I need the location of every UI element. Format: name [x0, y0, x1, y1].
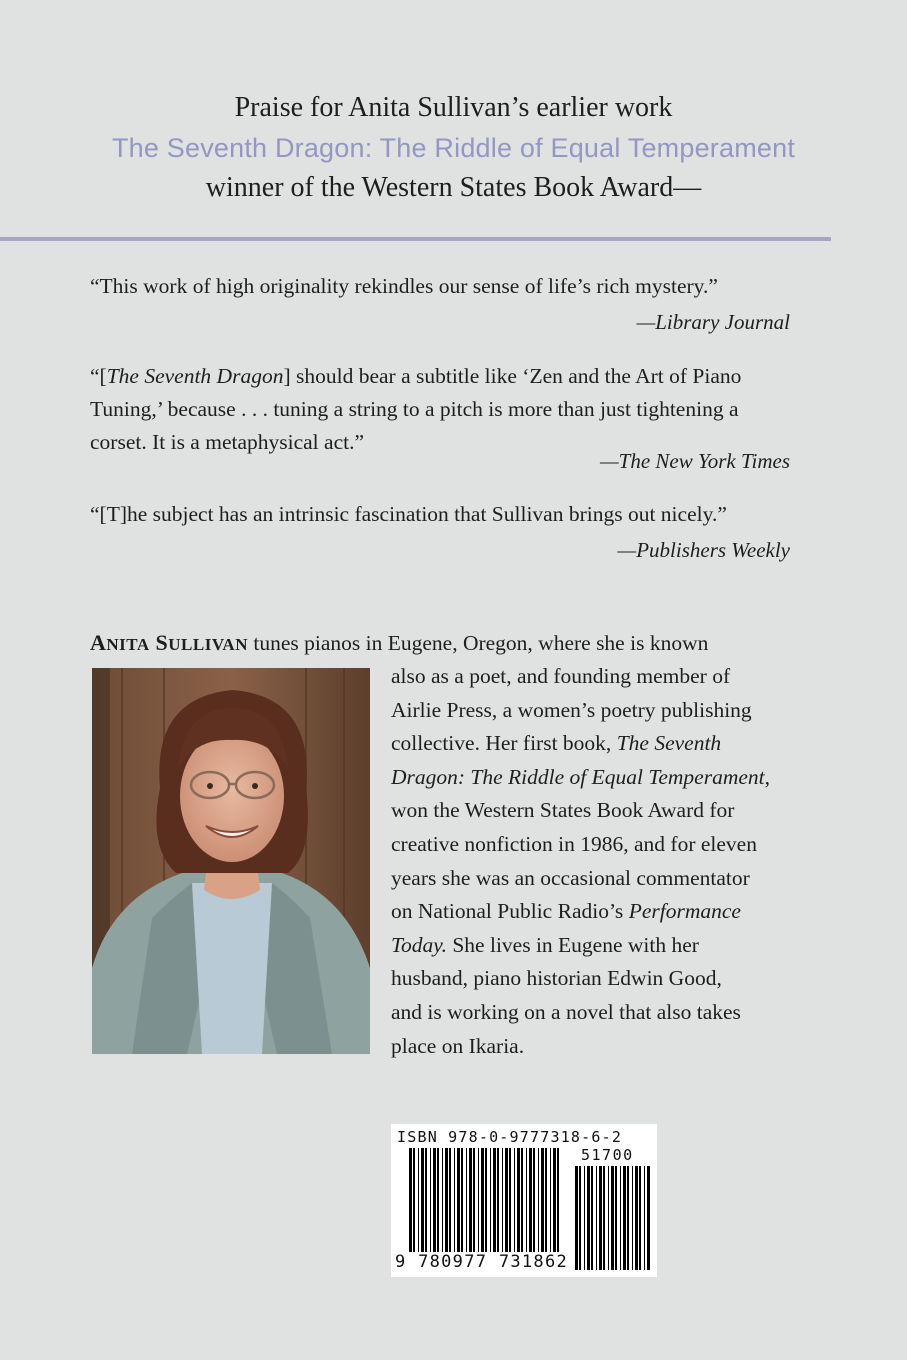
quote-text: “This work of high originality rekindles our sense of life’s rich mystery.”: [90, 274, 718, 298]
praise-header: [0, 88, 907, 208]
quote-new-york-times: [90, 360, 810, 459]
barcode-bar: [584, 1166, 585, 1270]
praise-intro: Praise for Anita Sullivan’s earlier work: [234, 92, 673, 123]
quote-publishers-weekly: [90, 498, 810, 531]
barcode-bar: [615, 1166, 617, 1270]
author-bio-lead: ANITA SULLIVAN tunes pianos in Eugene, Oregon, where she is known: [90, 630, 709, 655]
isbn-barcode: [391, 1124, 657, 1277]
barcode-bar: [599, 1166, 602, 1270]
quote-source: —Library Journal: [636, 310, 790, 334]
barcode-bar: [644, 1166, 645, 1270]
award-line: winner of the Western States Book Award—: [205, 172, 702, 203]
barcode-bar: [591, 1166, 593, 1270]
author-bio: also as a poet, and founding member of Airlie Press, a women’s poetry publishing collective. Her first book, The Seventh Dragon: The Riddle of Equal Temperament, won the Western States Book Award for creative nonfiction in 1986, and for eleven years she was an occasional commentator on National Public Radio’s Performance Today. She lives in Eugene with her husband, piano historian Edwin Good, and is working on a novel that also takes place on Ikaria.: [391, 664, 771, 1058]
barcode-bar: [632, 1166, 633, 1270]
barcode-bar: [608, 1166, 609, 1270]
quote-text: Tuning,’ because . . . tuning a string to a pitch is more than just tightening a: [90, 397, 739, 421]
quote-library-journal: [90, 270, 810, 303]
barcode-bar: [603, 1166, 605, 1270]
quote-source: —Publishers Weekly: [617, 538, 790, 562]
barcode-bar: [623, 1166, 626, 1270]
barcode-bar: [627, 1166, 629, 1270]
barcode-bar: [579, 1166, 581, 1270]
quote-text: “[The Seventh Dragon] should bear a subtitle like ‘Zen and the Art of Piano: [90, 364, 742, 388]
isbn-label: ISBN 978-0-9777318-6-2: [397, 1128, 623, 1146]
barcode-bar: [575, 1166, 578, 1270]
quote-source: —The New York Times: [599, 449, 790, 473]
barcode-digits: 9 780977 731862: [395, 1252, 569, 1272]
book-title: The Seventh Dragon: The Riddle of Equal Temperament: [111, 133, 796, 163]
divider-rule: [0, 237, 831, 241]
quote-text: corset. It is a metaphysical act.”: [90, 430, 365, 454]
quote-text: “[T]he subject has an intrinsic fascination that Sullivan brings out nicely.”: [90, 502, 727, 526]
barcode-bar: [635, 1166, 638, 1270]
barcode-bar: [639, 1166, 641, 1270]
barcode-bar: [596, 1166, 597, 1270]
quote-book-title: The Seventh Dragon: [106, 364, 284, 388]
author-name: ANITA SULLIVAN: [90, 630, 248, 655]
price-code: 51700: [581, 1146, 634, 1164]
barcode-bar: [647, 1166, 650, 1270]
barcode-bar: [611, 1166, 614, 1270]
barcode-bar: [620, 1166, 621, 1270]
barcode-bar: [587, 1166, 590, 1270]
author-photo: [92, 668, 370, 1054]
